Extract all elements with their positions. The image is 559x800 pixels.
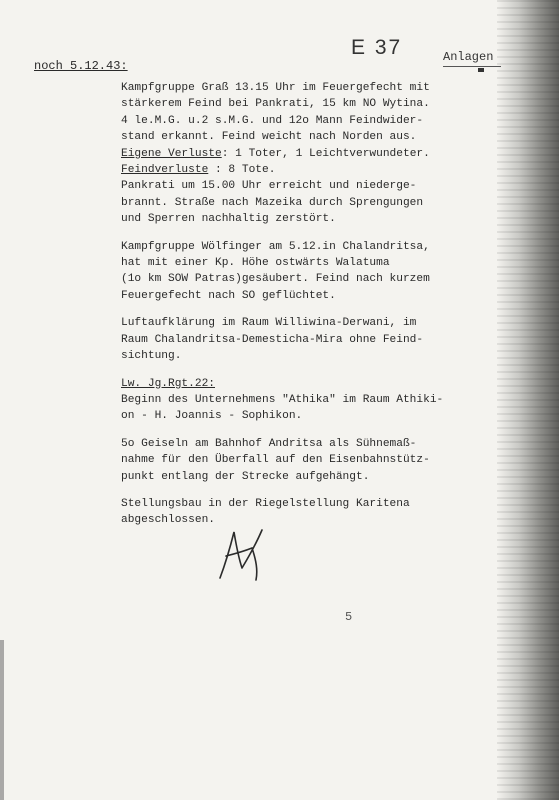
text-line: Kampfgruppe Wölfinger am 5.12.in Chalandritsa,: [121, 240, 430, 253]
text-line: nahme für den Überfall auf den Eisenbahnstütz-: [121, 454, 430, 467]
ink-mark: [478, 68, 484, 72]
anlagen-label: Anlagen: [443, 50, 494, 64]
text-line: Feuergefecht nach SO geflüchtet.: [121, 289, 336, 302]
enemy-losses-label: Feindverluste: [121, 164, 209, 177]
text-line: (1o km SOW Patras)gesäubert. Feind nach kurzem: [121, 273, 430, 286]
enemy-losses-value: : 8 Tote.: [208, 164, 276, 177]
document-date: noch 5.12.43:: [34, 59, 128, 73]
text-line: stärkerem Feind bei Pankrati, 15 km NO Wytina.: [121, 98, 430, 111]
text-line: und Sperren nachhaltig zerstört.: [121, 213, 336, 226]
text-line: 5o Geiseln am Bahnhof Andritsa als Sühnemaß-: [121, 437, 417, 450]
text-line: hat mit einer Kp. Höhe ostwärts Walatuma: [121, 257, 390, 270]
report-body: [121, 80, 466, 529]
scan-shadow-edge: [497, 0, 559, 800]
own-losses-label: Eigene Verluste: [121, 147, 222, 160]
own-losses-value: : 1 Toter, 1 Leichtverwundeter.: [221, 147, 430, 160]
handwritten-signature: [212, 522, 272, 584]
text-line: punkt entlang der Strecke aufgehängt.: [121, 470, 370, 483]
text-line: Kampfgruppe Graß 13.15 Uhr im Feuergefecht mit: [121, 82, 430, 94]
page-number: 5: [345, 610, 353, 624]
text-line: stand erkannt. Feind weicht nach Norden aus.: [121, 131, 417, 144]
anlagen-rule: [443, 66, 501, 67]
text-line: abgeschlossen.: [121, 514, 215, 527]
text-line: Stellungsbau in der Riegelstellung Karitena: [121, 497, 410, 510]
text-line: Luftaufklärung im Raum Williwina-Derwani, im: [121, 317, 417, 330]
text-line: brannt. Straße nach Mazeika durch Sprengungen: [121, 196, 424, 209]
text-line: Beginn des Unternehmens "Athika" im Raum Athiki-: [121, 393, 444, 406]
text-line: 4 le.M.G. u.2 s.M.G. und 12o Mann Feindwider-: [121, 114, 424, 127]
text-line: on - H. Joannis - Sophikon.: [121, 410, 303, 423]
section-heading: Lw. Jg.Rgt.22:: [121, 377, 215, 390]
enemy-losses-line: [121, 162, 466, 178]
archive-reference-mark: E 37: [351, 36, 403, 59]
text-line: sichtung.: [121, 350, 182, 363]
text-line: Pankrati um 15.00 Uhr erreicht und niederge-: [121, 180, 417, 193]
scan-left-mark: [0, 640, 4, 800]
text-line: Raum Chalandritsa-Demesticha-Mira ohne Feind-: [121, 333, 424, 346]
own-losses-line: [121, 146, 466, 162]
